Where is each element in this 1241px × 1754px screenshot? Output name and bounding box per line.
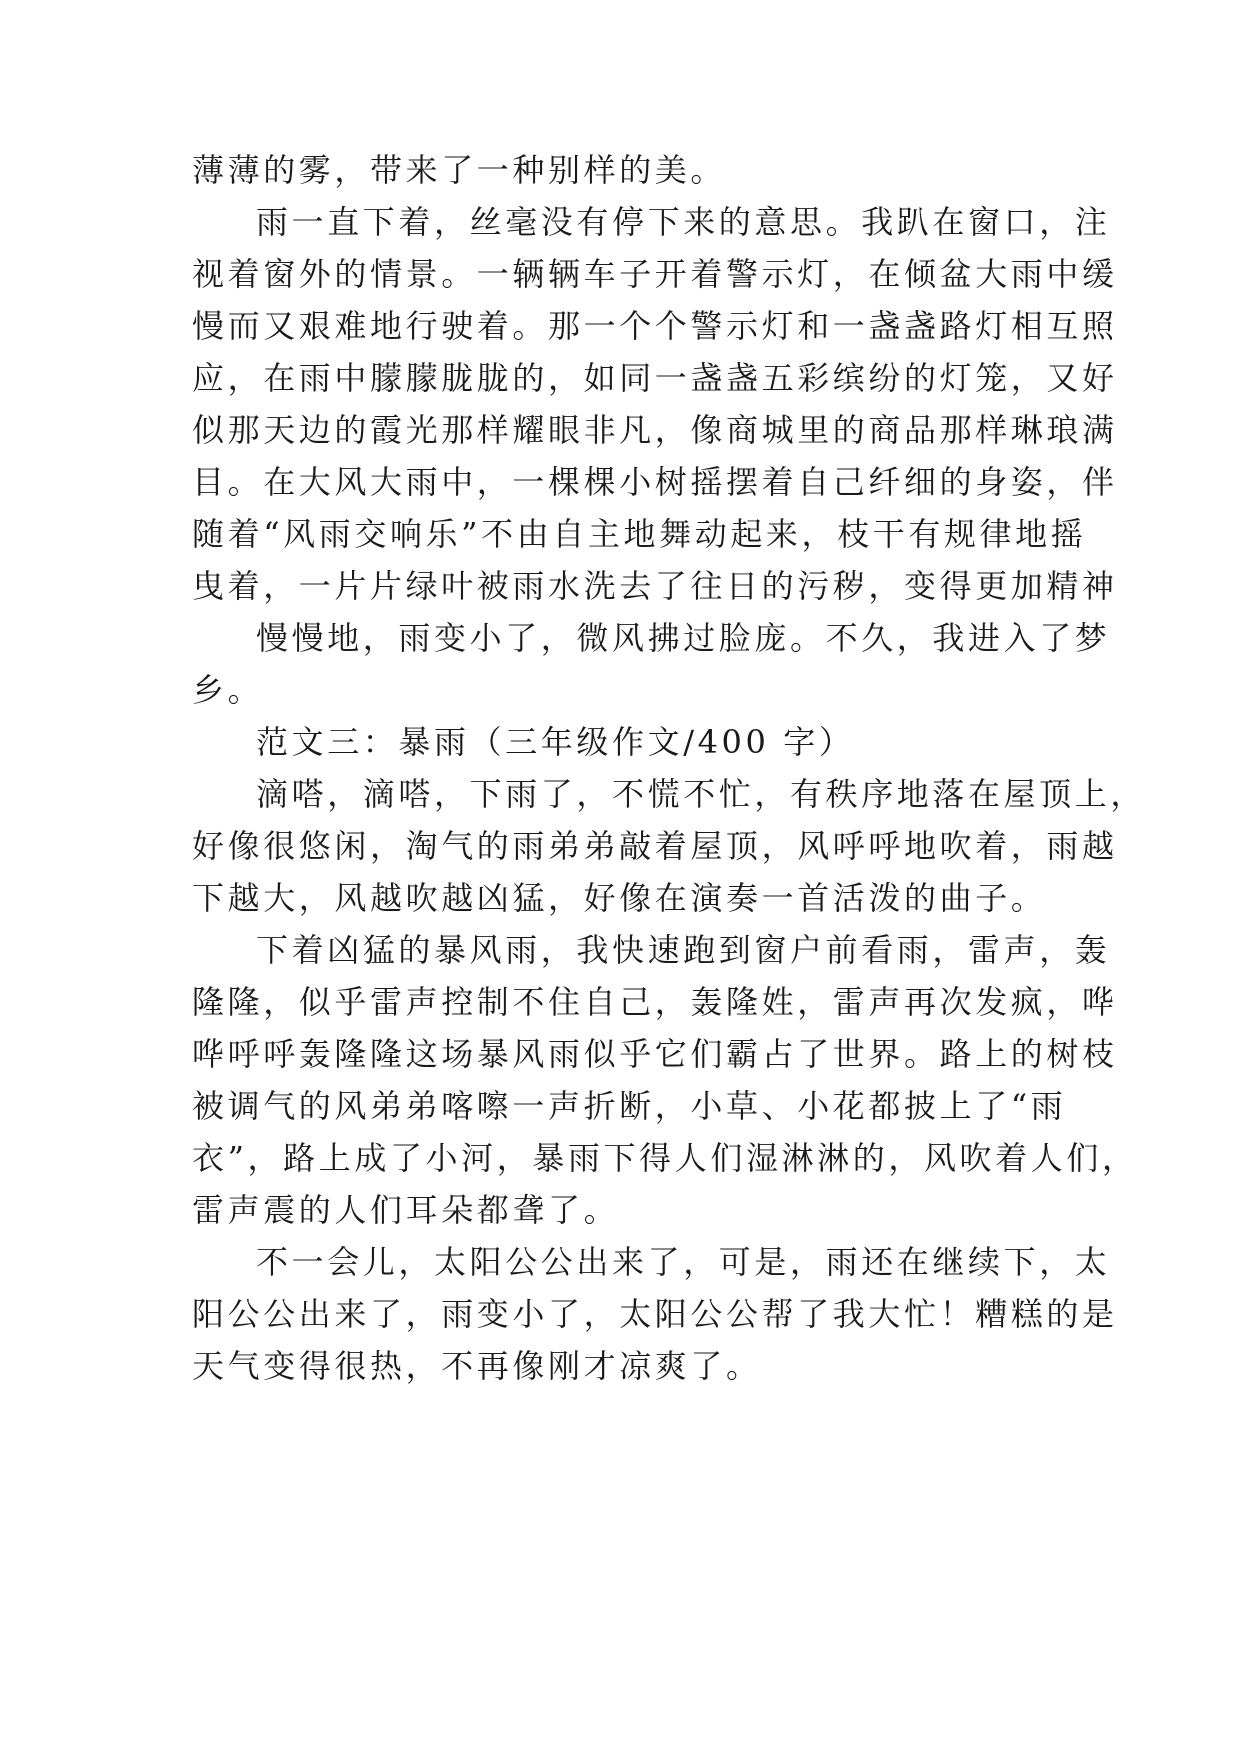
text-line: 衣”，路上成了小河，暴雨下得人们湿淋淋的，风吹着人们，: [192, 1139, 1138, 1177]
text-line: 天气变得很热，不再像刚才凉爽了。: [192, 1347, 762, 1385]
text-line: 曳着，一片片绿叶被雨水洗去了往日的污秽，变得更加精神: [192, 567, 1118, 605]
paragraph-start-line: 下着凶猛的暴风雨，我快速跑到窗户前看雨，雷声，轰: [256, 931, 1111, 969]
text-line: 应，在雨中朦朦胧胧的，如同一盏盏五彩缤纷的灯笼，又好: [192, 359, 1118, 397]
section-heading: 范文三：暴雨（三年级作文/400 字）: [256, 723, 855, 761]
text-line: 隆隆，似乎雷声控制不住自己，轰隆姓，雷声再次发疯，哗: [192, 983, 1118, 1021]
text-line: 哗呼呼轰隆隆这场暴风雨似乎它们霸占了世界。路上的树枝: [192, 1035, 1118, 1073]
text-line: 随着“风雨交响乐”不由自主地舞动起来，枝干有规律地摇: [192, 515, 1087, 553]
paragraph-start-line: 不一会儿，太阳公公出来了，可是，雨还在继续下，太: [256, 1243, 1111, 1281]
text-line: 似那天边的霞光那样耀眼非凡，像商城里的商品那样琳琅满: [192, 411, 1118, 449]
text-line: 乡。: [192, 671, 264, 709]
text-line: 视着窗外的情景。一辆辆车子开着警示灯，在倾盆大雨中缓: [192, 255, 1118, 293]
paragraph-start-line: 滴嗒，滴嗒，下雨了，不慌不忙，有秩序地落在屋顶上，: [256, 775, 1147, 813]
text-line: 阳公公出来了，雨变小了，太阳公公帮了我大忙！糟糕的是: [192, 1295, 1118, 1333]
text-line: 慢而又艰难地行驶着。那一个个警示灯和一盏盏路灯相互照: [192, 307, 1118, 345]
text-line: 被调气的风弟弟喀嚓一声折断，小草、小花都披上了“雨: [192, 1087, 1067, 1125]
text-line: 薄薄的雾，带来了一种别样的美。: [192, 151, 727, 189]
paragraph-start-line: 雨一直下着，丝毫没有停下来的意思。我趴在窗口，注: [256, 203, 1111, 241]
text-line: 下越大，风越吹越凶猛，好像在演奏一首活泼的曲子。: [192, 879, 1047, 917]
text-line: 目。在大风大雨中，一棵棵小树摇摆着自己纤细的身姿，伴: [192, 463, 1118, 501]
text-line: 雷声震的人们耳朵都聋了。: [192, 1191, 620, 1229]
paragraph-start-line: 慢慢地，雨变小了，微风拂过脸庞。不久，我进入了梦: [256, 619, 1111, 657]
text-line: 好像很悠闲，淘气的雨弟弟敲着屋顶，风呼呼地吹着，雨越: [192, 827, 1118, 865]
